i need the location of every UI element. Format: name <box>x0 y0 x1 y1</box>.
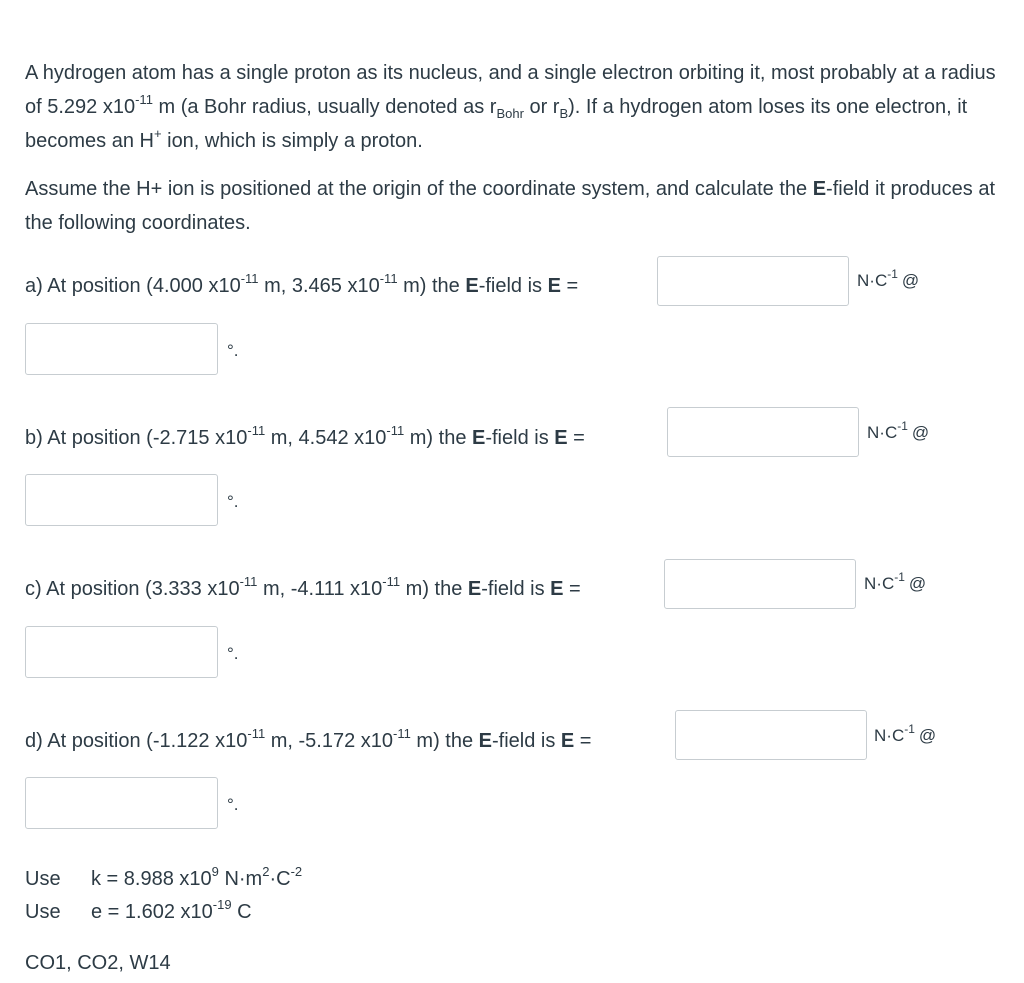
e-field-angle-input-c[interactable] <box>25 626 218 678</box>
e-field-magnitude-input-a[interactable] <box>657 256 849 306</box>
instruction-paragraph: Assume the H+ ion is positioned at the origin of the coordinate system, and calculate the E-field it produces at the following coordinates. <box>25 178 996 234</box>
intro-paragraph: A hydrogen atom has a single proton as its nucleus, and a single electron orbiting it, most probably at a radius of 5.292 $x10^{-11}$ m (a Bohr radius, usually denoted as $r_{Bohr}$ or $r_B$). If a hydrogen atom loses its one electron, it becomes an H+ ion, which is simply a proton. <box>25 62 996 152</box>
question-b: b) At position (-2.715 $x10^{-11}$ m, 4.542 $x10^{-11}$ m) the E-field is E = <box>25 423 585 449</box>
degree-symbol-a: °. <box>227 341 239 360</box>
constant-k: Use k = 8.988 $x10^9$ $N\cdot m^2\cdot C^{-2}$ <box>25 864 303 890</box>
unit-label-b: $N\cdot C^{-1}$ @ <box>867 419 930 442</box>
constant-e: Use e = 1.602 $x10^{-19}$ C <box>25 897 252 923</box>
question-d: d) At position (-1.122 $x10^{-11}$ m, -5.172 $x10^{-11}$ m) the E-field is E = <box>25 726 592 752</box>
unit-label-d: $N\cdot C^{-1}$ @ <box>874 722 937 745</box>
unit-label-c: $N\cdot C^{-1}$ @ <box>864 570 927 593</box>
e-field-angle-input-d[interactable] <box>25 777 218 829</box>
question-a: a) At position (4.000 $x10^{-11}$ m, 3.465 $x10^{-11}$ m) the E-field is E = <box>25 271 579 297</box>
unit-label-a: $N\cdot C^{-1}$ @ <box>857 267 920 290</box>
e-field-angle-input-a[interactable] <box>25 323 218 375</box>
e-field-magnitude-input-b[interactable] <box>667 407 859 457</box>
e-field-angle-input-b[interactable] <box>25 474 218 526</box>
degree-symbol-c: °. <box>227 644 239 663</box>
question-c: c) At position (3.333 $x10^{-11}$ m, -4.111 $x10^{-11}$ m) the E-field is E = <box>25 574 581 600</box>
degree-symbol-d: °. <box>227 795 239 814</box>
outcome-codes: CO1, CO2, W14 <box>25 952 171 974</box>
e-field-magnitude-input-d[interactable] <box>675 710 867 760</box>
degree-symbol-b: °. <box>227 492 239 511</box>
e-field-magnitude-input-c[interactable] <box>664 559 856 609</box>
